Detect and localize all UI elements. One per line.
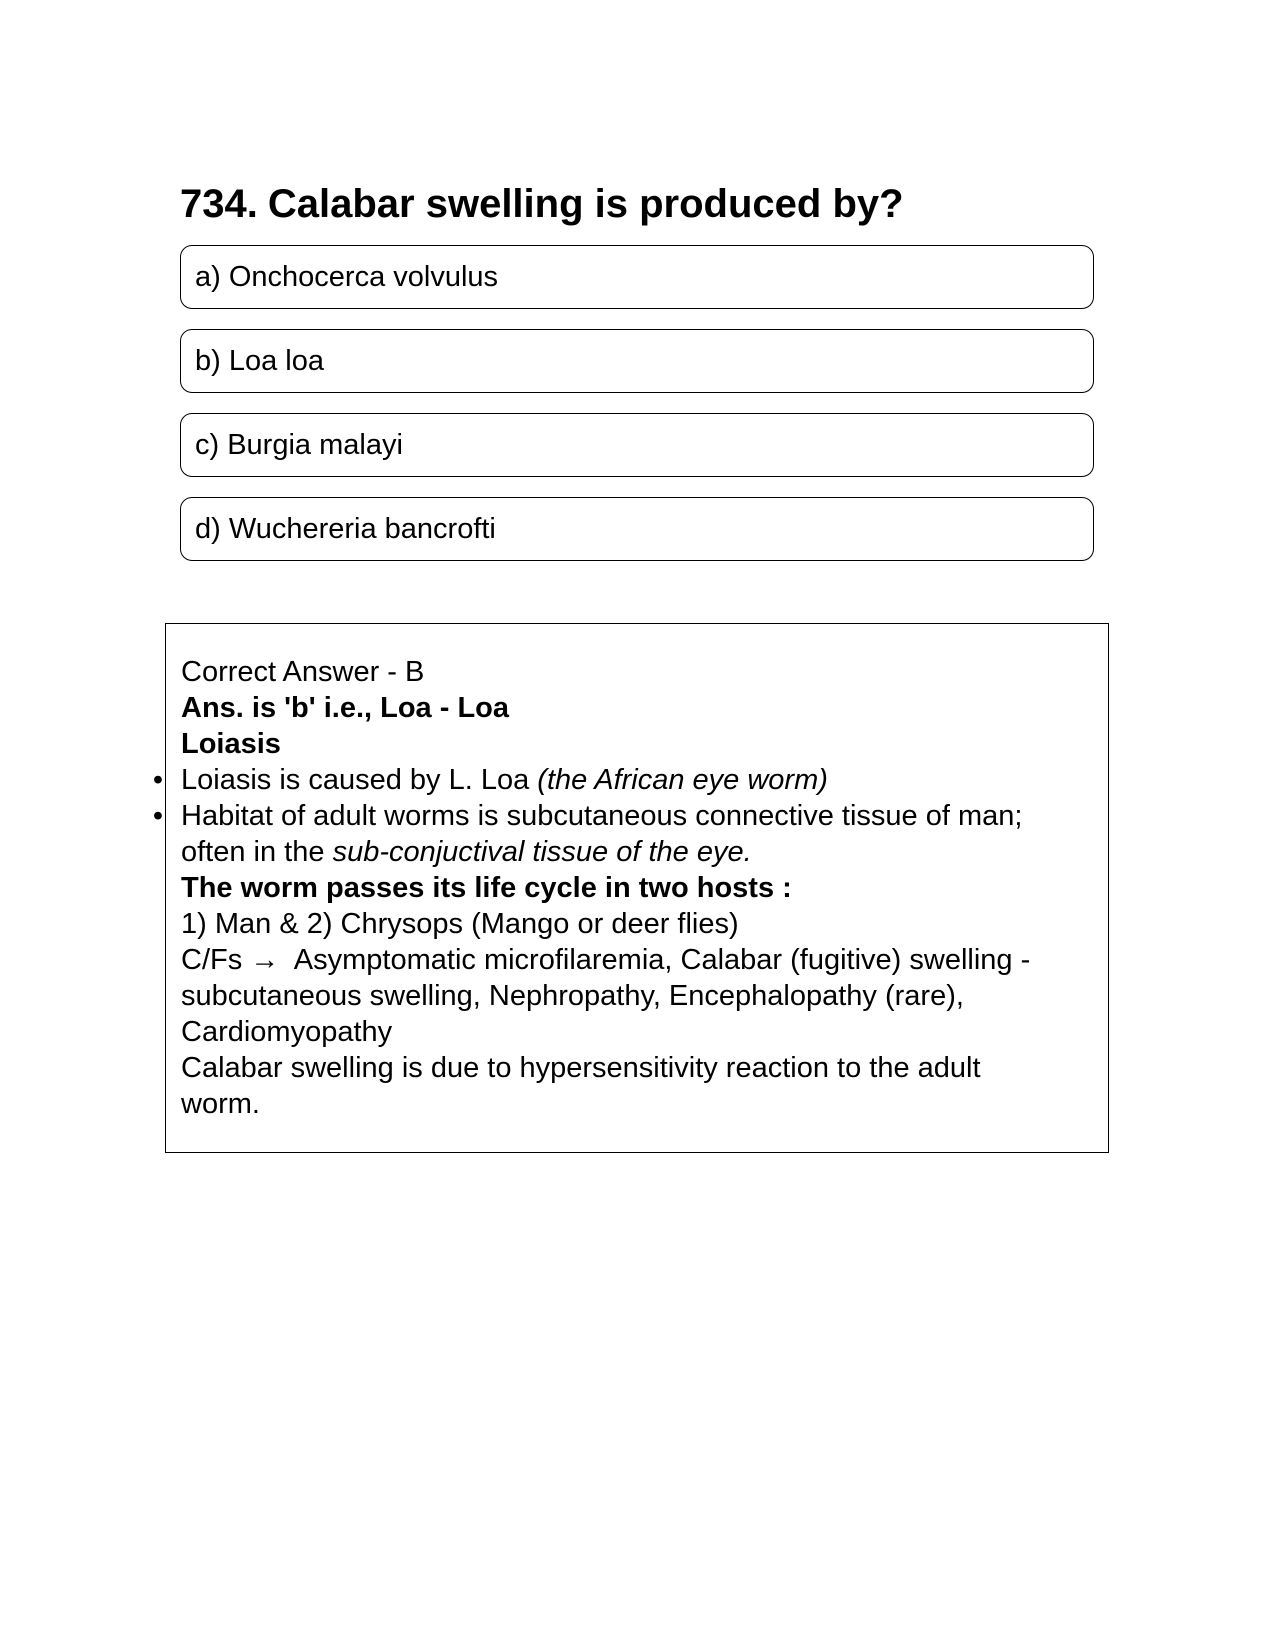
question-text: Calabar swelling is produced by?: [267, 182, 904, 226]
cfs-line-1: C/Fs → Asymptomatic microfilaremia, Calabar (fugitive) swelling -: [181, 944, 1031, 976]
ans-line: Ans. is 'b' i.e., Loa - Loa: [181, 692, 510, 724]
answer-explanation: [152, 654, 1091, 1122]
continuation-italic-text: sub-conjuctival tissue of the eye.: [332, 836, 752, 868]
cfs-line-3: Cardiomyopathy: [181, 1016, 393, 1048]
hosts-heading: The worm passes its life cycle in two hosts :: [181, 872, 792, 904]
continuation-line: [181, 834, 1091, 870]
option-b[interactable]: b) Loa loa: [180, 329, 1094, 393]
hosts-line: 1) Man & 2) Chrysops (Mango or deer flies): [181, 908, 739, 940]
bullet-icon: •: [152, 764, 164, 796]
correct-answer-line: Correct Answer - B: [181, 656, 425, 688]
question-title: [180, 176, 904, 232]
list-item: [152, 798, 1091, 834]
option-a[interactable]: a) Onchocerca volvulus: [180, 245, 1094, 309]
list-item: [152, 762, 1091, 798]
calabar-line-1: Calabar swelling is due to hypersensitivity reaction to the adult: [181, 1052, 981, 1084]
bullet-text: Habitat of adult worms is subcutaneous connective tissue of man;: [181, 800, 1023, 832]
cfs-line-2: subcutaneous swelling, Nephropathy, Encephalopathy (rare),: [181, 980, 964, 1012]
bullet-italic-text: (the African eye worm): [537, 764, 828, 796]
continuation-text: often in the: [181, 836, 333, 868]
bullet-icon: •: [152, 800, 164, 832]
bullet-text: Loiasis is caused by L. Loa: [181, 764, 538, 796]
option-d[interactable]: d) Wuchereria bancrofti: [180, 497, 1094, 561]
calabar-line-2: worm.: [181, 1088, 260, 1120]
section-heading: Loiasis: [181, 728, 281, 760]
question-number: 734.: [180, 182, 258, 226]
option-c[interactable]: c) Burgia malayi: [180, 413, 1094, 477]
